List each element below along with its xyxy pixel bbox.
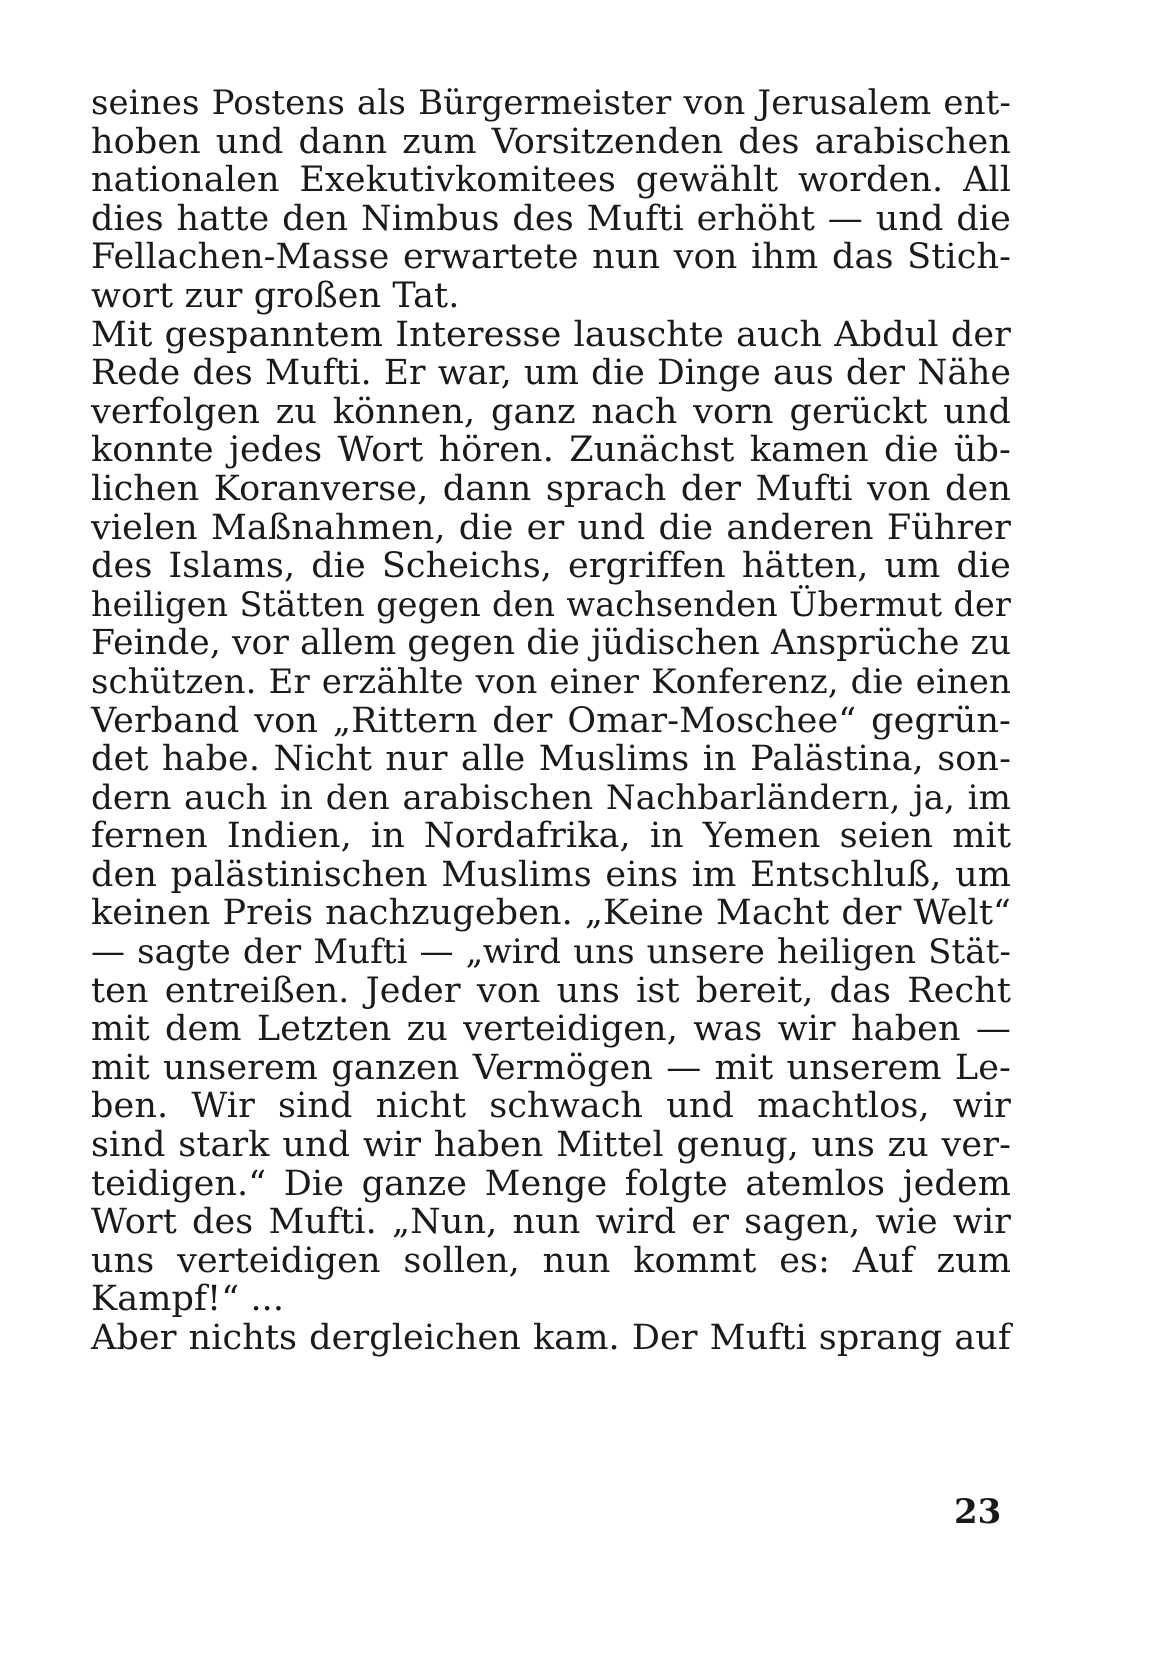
text-line: konnte jedes Wort hören. Zunächst kamen die üb- bbox=[91, 430, 1011, 471]
text-line: den palästinischen Muslims eins im Entschluß, um bbox=[91, 854, 1011, 895]
page-number: 23 bbox=[954, 1492, 1002, 1532]
text-line: mit unserem ganzen Vermögen — mit unserem Le- bbox=[91, 1047, 1011, 1088]
text-line: teidigen.“ Die ganze Menge folgte atemlos jedem bbox=[91, 1163, 1011, 1204]
text-line: nationalen Exekutivkomitees gewählt worden. All bbox=[91, 160, 1011, 201]
text-line: seines Postens als Bürgermeister von Jerusalem ent- bbox=[91, 83, 1011, 123]
text-line: vielen Maßnahmen, die er und die anderen Führer bbox=[91, 507, 1011, 548]
text-line: dern auch in den arabischen Nachbarländern, ja, im bbox=[91, 777, 1011, 818]
text-line: hoben und dann zum Vorsitzenden des arabischen bbox=[91, 121, 1011, 162]
text-line: Wort des Mufti. „Nun, nun wird er sagen, wie wir bbox=[91, 1202, 1011, 1243]
text-line: lichen Koranverse, dann sprach der Mufti von den bbox=[91, 468, 1011, 509]
body-text bbox=[91, 84, 1011, 1358]
text-line: Rede des Mufti. Er war, um die Dinge aus der Nähe bbox=[91, 353, 1011, 394]
text-line: des Islams, die Scheichs, ergriffen hätten, um die bbox=[91, 546, 1011, 587]
text-line: uns verteidigen sollen, nun kommt es: Auf zum bbox=[91, 1240, 1011, 1281]
text-line: Feinde, vor allem gegen die jüdischen Ansprüche zu bbox=[91, 623, 1012, 664]
text-line: verfolgen zu können, ganz nach vorn gerückt und bbox=[91, 391, 1011, 432]
text-line: Fellachen-Masse erwartete nun von ihm das Stich- bbox=[91, 237, 1011, 278]
text-line: ben. Wir sind nicht schwach und machtlos, wir bbox=[91, 1086, 1011, 1127]
text-line: heiligen Stätten gegen den wachsenden Übermut der bbox=[91, 584, 1011, 624]
text-line: wort zur großen Tat. bbox=[91, 275, 460, 316]
text-line: — sagte der Mufti — „wird uns unsere heiligen Stät- bbox=[91, 932, 1011, 973]
text-line: Mit gespanntem Interesse lauschte auch Abdul der bbox=[91, 314, 1011, 355]
text-line: Aber nichts dergleichen kam. Der Mufti sprang auf bbox=[91, 1318, 1011, 1358]
text-line: fernen Indien, in Nordafrika, in Yemen seien mit bbox=[91, 816, 1011, 857]
text-line: det habe. Nicht nur alle Muslims in Palästina, son- bbox=[91, 739, 1011, 780]
text-line: sind stark und wir haben Mittel genug, uns zu ver- bbox=[91, 1125, 1011, 1166]
text-line: schützen. Er erzählte von einer Konferenz, die einen bbox=[91, 661, 1011, 702]
text-line: Verband von „Rittern der Omar-Moschee“ gegrün- bbox=[91, 700, 1011, 741]
text-line: keinen Preis nachzugeben. „Keine Macht der Welt“ bbox=[91, 893, 1011, 934]
text-line: Kampf!“ ... bbox=[91, 1279, 285, 1320]
text-line: ten entreißen. Jeder von uns ist bereit, das Recht bbox=[91, 970, 1011, 1011]
text-line: dies hatte den Nimbus des Mufti erhöht — und die bbox=[91, 198, 1011, 239]
text-line: mit dem Letzten zu verteidigen, was wir haben — bbox=[91, 1009, 1011, 1050]
